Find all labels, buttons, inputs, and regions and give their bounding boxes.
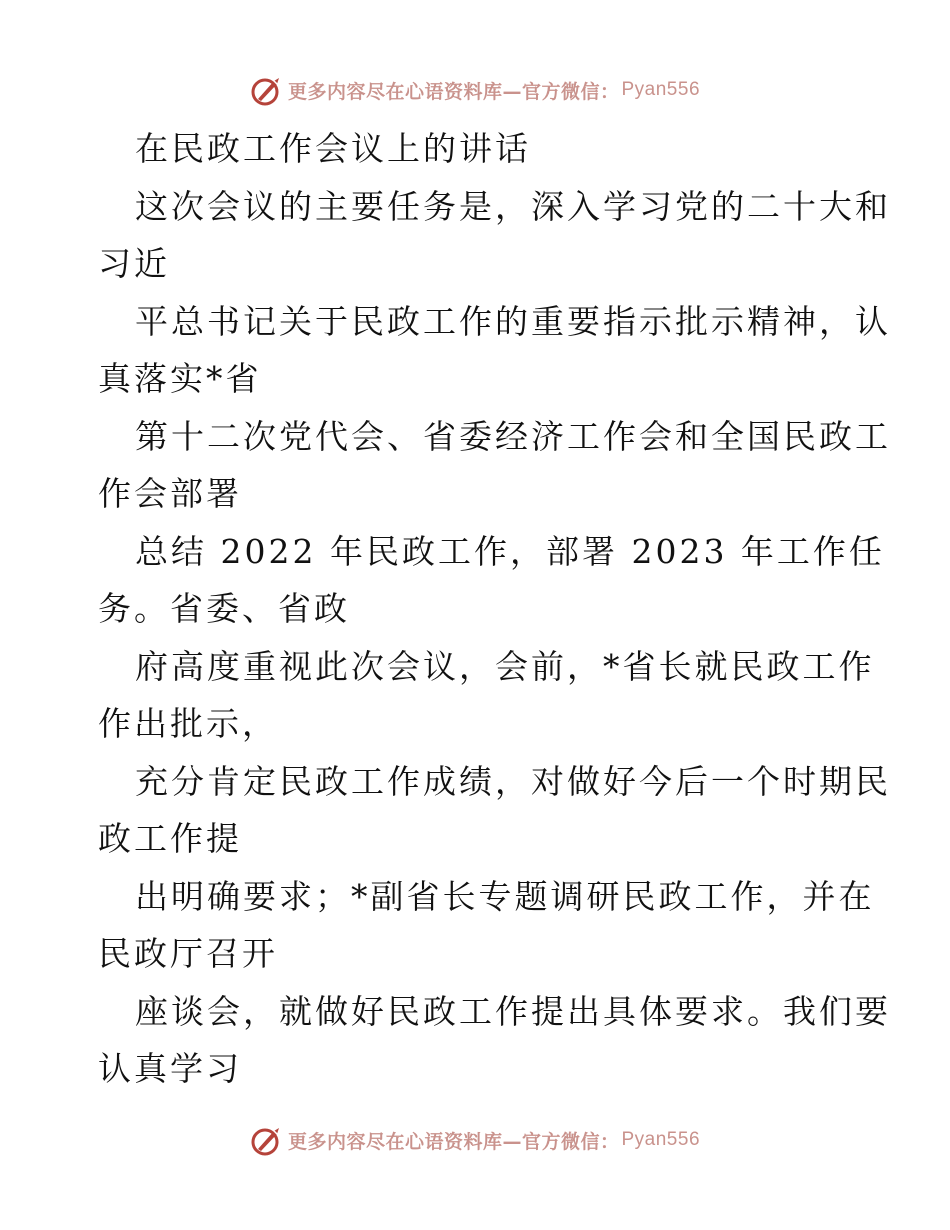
paragraph-line: 认真学习 xyxy=(98,1049,242,1088)
footer-watermark-text: 更多内容尽在心语资料库—官方微信： xyxy=(287,1130,620,1153)
fountain-pen-logo-icon xyxy=(250,73,284,107)
paragraph-line: 府高度重视此次会议，会前，*省长就民政工作 xyxy=(135,646,875,686)
paragraph-line: 作出批示， xyxy=(98,704,278,743)
paragraph-line: 这次会议的主要任务是，深入学习党的二十大和 xyxy=(135,186,891,226)
paragraph-line: 民政厅召开 xyxy=(98,934,278,973)
paragraph-line: 作会部署 xyxy=(98,474,242,513)
paragraph-line: 习近 xyxy=(98,244,170,283)
paragraph-line: 政工作提 xyxy=(98,819,242,858)
header-watermark-text: 更多内容尽在心语资料库—官方微信： xyxy=(287,80,620,103)
footer-watermark xyxy=(0,1120,950,1160)
paragraph-line: 充分肯定民政工作成绩，对做好今后一个时期民 xyxy=(135,761,891,801)
fountain-pen-logo-icon xyxy=(250,1123,284,1157)
document-body xyxy=(98,120,891,1098)
paragraph-line: 平总书记关于民政工作的重要指示批示精神，认 xyxy=(135,301,891,341)
footer-watermark-account: Pyan556 xyxy=(621,1129,701,1150)
paragraph-line: 总结 2022 年民政工作，部署 2023 年工作任 xyxy=(135,531,885,571)
paragraph-line: 务。省委、省政 xyxy=(98,589,350,628)
document-title: 在民政工作会议上的讲话 xyxy=(135,129,531,168)
paragraph-line: 真落实*省 xyxy=(98,359,262,398)
header-watermark-account: Pyan556 xyxy=(621,79,701,100)
header-watermark xyxy=(0,70,950,110)
paragraph-line: 出明确要求；*副省长专题调研民政工作，并在 xyxy=(135,876,875,916)
paragraph-line: 座谈会，就做好民政工作提出具体要求。我们要 xyxy=(135,991,891,1031)
paragraph-line: 第十二次党代会、省委经济工作会和全国民政工 xyxy=(135,416,891,456)
